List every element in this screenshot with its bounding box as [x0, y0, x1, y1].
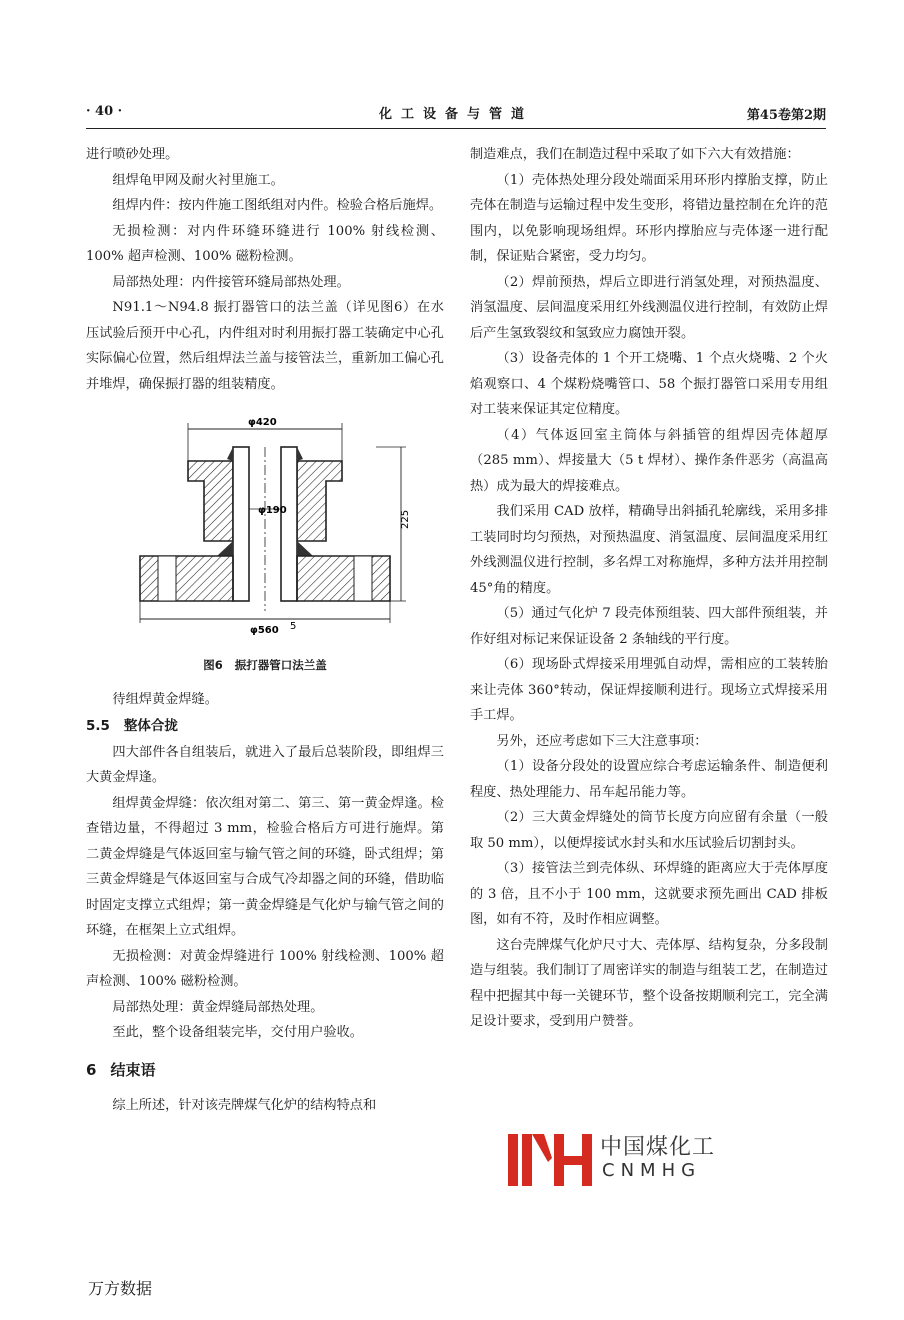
- paragraph: （5）通过气化炉 7 段壳体预组装、四大部件预组装，并作好组对标记来保证设备 2 条轴线的平行度。: [470, 606, 828, 647]
- section-heading-6: [86, 1058, 444, 1084]
- paragraph: N91.1～N94.8 振打器管口的法兰盖（详见图6）在水压试验后预开中心孔，内件组对时利用振打器工装确定中心孔实际偏心位置，然后组焊法兰盖与接管法兰，重新加工偏心孔并堆焊，确保振打器的组装精度。: [86, 300, 444, 392]
- cnmhg-logo: [508, 1128, 718, 1190]
- logo-text-en: CNMHG: [602, 1160, 702, 1181]
- section-number: 6: [86, 1060, 97, 1079]
- figure-caption-text: 振打器管口法兰盖: [234, 658, 327, 672]
- paragraph: 组焊黄金焊缝：依次组对第二、第三、第一黄金焊逢。检查错边量，不得超过 3 mm，检验合格后方可进行施焊。第二黄金焊缝是气体返回室与输气管之间的环缝，卧式组焊；第三黄金焊缝是气体返回室与合成气冷却器之间的环缝，借助临时固定支撑立式组焊；第一黄金焊缝是气化炉与输气管之间的环缝，在框架上立式组焊。: [86, 795, 444, 938]
- paragraph: 待组焊黄金焊缝。: [112, 691, 218, 707]
- dim-small-label: 5: [290, 621, 297, 632]
- paragraph: （1）设备分段处的设置应综合考虑运输条件、制造便利程度、热处理能力、吊车起吊能力等。: [470, 759, 828, 800]
- dim-bottom-label: φ560: [250, 625, 279, 636]
- paragraph: （6）现场卧式焊接采用埋弧自动焊，需相应的工装转胎来让壳体 360°转动，保证焊接顺利进行。现场立式焊接采用手工焊。: [470, 657, 828, 723]
- paragraph: 制造难点，我们在制造过程中采取了如下六大有效措施：: [470, 147, 800, 162]
- journal-title: 化工设备与管道: [378, 107, 533, 122]
- section-heading-5-5: [86, 714, 444, 740]
- paragraph: 局部热处理：黄金焊缝局部热处理。: [112, 999, 324, 1015]
- figure-6: [86, 411, 444, 649]
- paragraph: 无损检测：对内件环缝环缝进行 100% 射线检测、100% 超声检测、100% 磁粉检测。: [86, 223, 444, 264]
- paragraph: 组焊龟甲网及耐火衬里施工。: [112, 172, 284, 188]
- dim-mid-label: φ190: [258, 505, 287, 516]
- paragraph: 四大部件各自组装后，就进入了最后总装阶段，即组焊三大黄金焊逢。: [86, 744, 444, 785]
- logo-mark-icon: [508, 1128, 594, 1188]
- dim-top-label: φ420: [248, 417, 277, 428]
- paragraph: 另外，还应考虑如下三大注意事项：: [496, 733, 708, 749]
- dim-height-label: 225: [400, 509, 411, 529]
- running-header: [86, 96, 826, 129]
- paragraph: （1）壳体热处理分段处端面采用环形内撑胎支撑，防止壳体在制造与运输过程中发生变形，将错边量控制在允许的范围内，以免影响现场组焊。环形内撑胎应与壳体逐一进行配制，保证贴合紧密，受力均匀。: [470, 172, 828, 264]
- paragraph: （2）三大黄金焊缝处的筒节长度方向应留有余量（一般取 50 mm），以便焊接试水封头和水压试验后切割封头。: [470, 810, 828, 851]
- paragraph: 组焊内件：按内件施工图纸组对内件。检验合格后施焊。: [112, 198, 443, 213]
- section-number: 5.5: [86, 718, 110, 734]
- paragraph: 综上所述，针对该壳牌煤气化炉的结构特点和: [112, 1098, 377, 1113]
- paragraph: 这台壳牌煤气化炉尺寸大、壳体厚、结构复杂，分多段制造与组装。我们制订了周密详实的制造与组装工艺，在制造过程中把握其中每一关键环节，整个设备按期顺利完工，完全满足设计要求，受到用户赞誉。: [470, 937, 828, 1029]
- right-column: [470, 142, 828, 1035]
- paragraph: 无损检测：对黄金焊缝进行 100% 射线检测、100% 超声检测、100% 磁粉检测。: [86, 948, 444, 989]
- page-number: · 40 ·: [86, 104, 123, 119]
- paragraph: （2）焊前预热，焊后立即进行消氢处理，对预热温度、消氢温度、层间温度采用红外线测温仪进行控制，有效防止焊后产生氢致裂纹和氢致应力腐蚀开裂。: [470, 274, 828, 341]
- volume-issue: 第45卷第2期: [746, 108, 826, 123]
- paragraph: 至此，整个设备组装完毕，交付用户验收。: [112, 1025, 363, 1040]
- watermark-footer: 万方数据: [88, 1279, 153, 1298]
- figure-label: 图6: [203, 658, 223, 672]
- paragraph: 我们采用 CAD 放样，精确导出斜插孔轮廓线，采用多排工装同时均匀预热，对预热温度、消氢温度、层间温度采用红外线测温仪进行控制，多名焊工对称施焊，多种方法并用控制 45°角的精度。: [470, 504, 828, 596]
- flange-cover-drawing: [86, 411, 444, 649]
- paragraph: （4）气体返回室主筒体与斜插管的组焊因壳体超厚（285 mm）、焊接量大（5 t 焊材）、操作条件恶劣（高温高热）成为最大的焊接难点。: [470, 427, 828, 494]
- paragraph: （3）设备壳体的 1 个开工烧嘴、1 个点火烧嘴、2 个火焰观察口、4 个煤粉烧嘴管口、58 个振打器管口采用专用组对工装来保证其定位精度。: [470, 351, 828, 417]
- paragraph: 进行喷砂处理。: [86, 147, 179, 162]
- logo-text-cn: 中国煤化工: [600, 1135, 716, 1160]
- left-column: [86, 142, 444, 1119]
- figure-caption: [86, 653, 444, 679]
- paragraph: 局部热处理：内件接管环缝局部热处理。: [112, 274, 350, 290]
- section-title: 结束语: [110, 1060, 156, 1079]
- section-title: 整体合拢: [123, 718, 178, 734]
- paragraph: （3）接管法兰到壳体纵、环焊缝的距离应大于壳体厚度的 3 倍，且不小于 100 mm，这就要求预先画出 CAD 排板图，如有不符，及时作相应调整。: [470, 861, 828, 927]
